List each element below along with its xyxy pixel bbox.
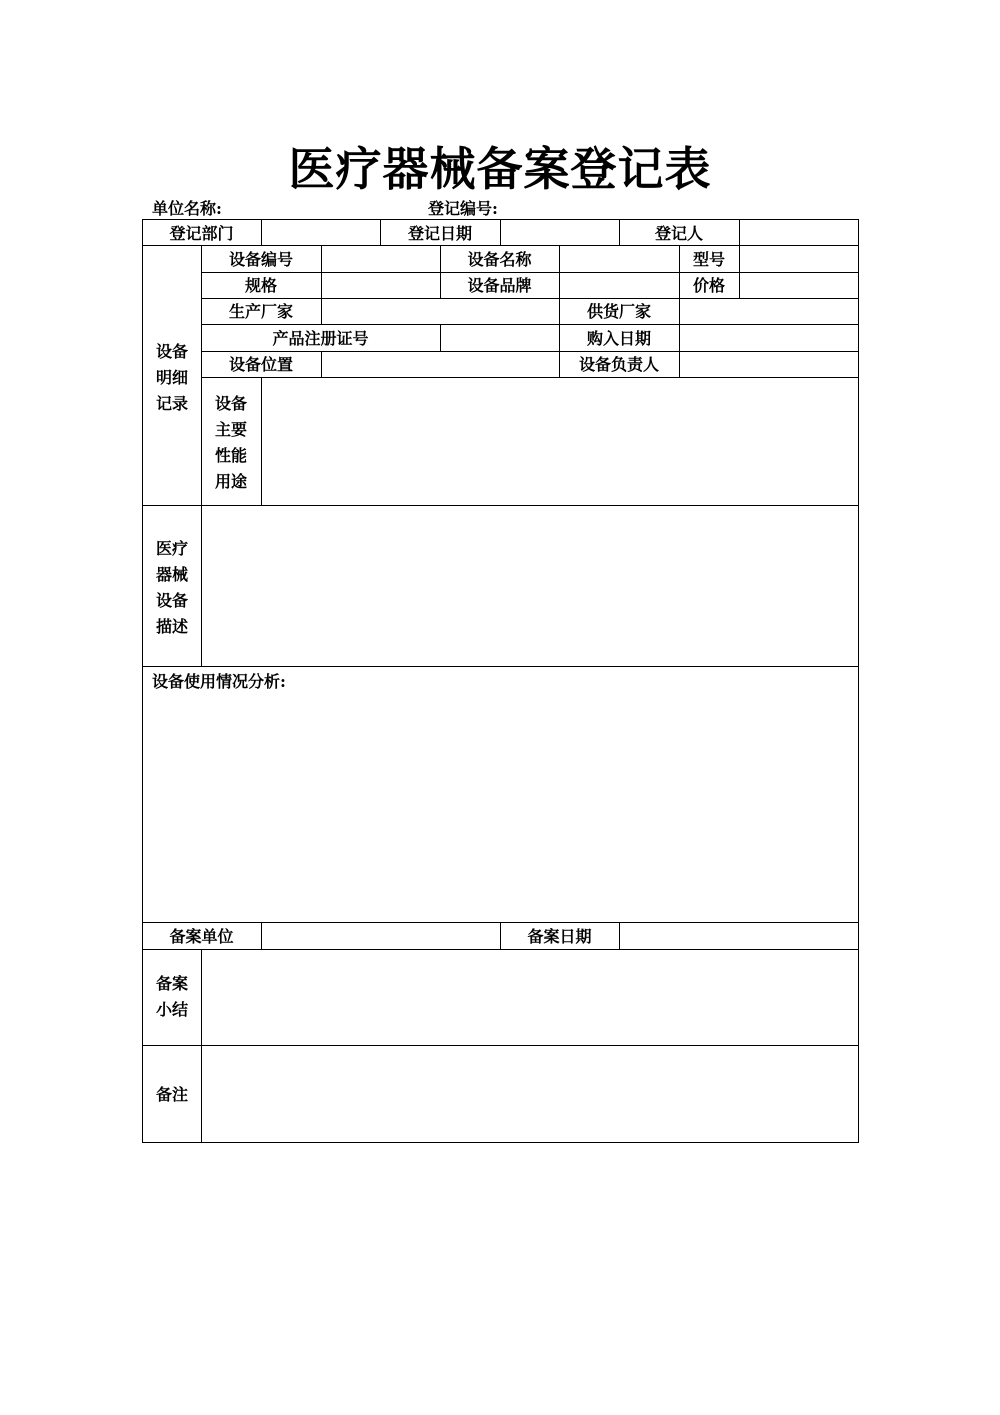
usage-analysis-label: 设备使用情况分析: [152,672,286,691]
purchase-date-label: 购入日期 [586,329,651,348]
specification-label: 规格 [244,276,277,295]
device-description-field[interactable] [202,506,858,666]
price-label: 价格 [692,276,725,295]
usage-analysis-field[interactable] [143,695,858,922]
unit-name-label: 单位名称: [152,199,222,218]
performance-usage-field[interactable] [262,378,858,505]
filing-unit-label: 备案单位 [169,927,234,946]
registration-date-label: 登记日期 [407,224,472,243]
supplier-label: 供货厂家 [586,302,651,321]
registration-department-label: 登记部门 [169,224,234,243]
remark-field[interactable] [202,1046,858,1142]
registration-number-label: 登记编号: [428,199,498,218]
registration-certificate-label: 产品注册证号 [272,329,369,348]
remark-label: 备注 [155,1085,188,1104]
model-label: 型号 [692,250,725,269]
filing-date-label: 备案日期 [527,927,592,946]
filing-summary-field[interactable] [202,950,858,1045]
performance-usage-label: 设备 主要 性能 用途 [214,394,247,491]
device-owner-label: 设备负责人 [578,355,659,374]
registrant-label: 登记人 [654,224,703,243]
device-number-label: 设备编号 [228,250,293,269]
device-description-label: 医疗 器械 设备 描述 [155,539,188,636]
device-details-section-label: 设备 明细 记录 [155,342,188,413]
page-title: 医疗器械备案登记表 [288,142,712,196]
device-location-label: 设备位置 [228,355,293,374]
manufacturer-label: 生产厂家 [228,302,293,321]
device-name-label: 设备名称 [467,250,532,269]
filing-summary-label: 备案 小结 [155,974,188,1019]
device-brand-label: 设备品牌 [467,276,532,295]
